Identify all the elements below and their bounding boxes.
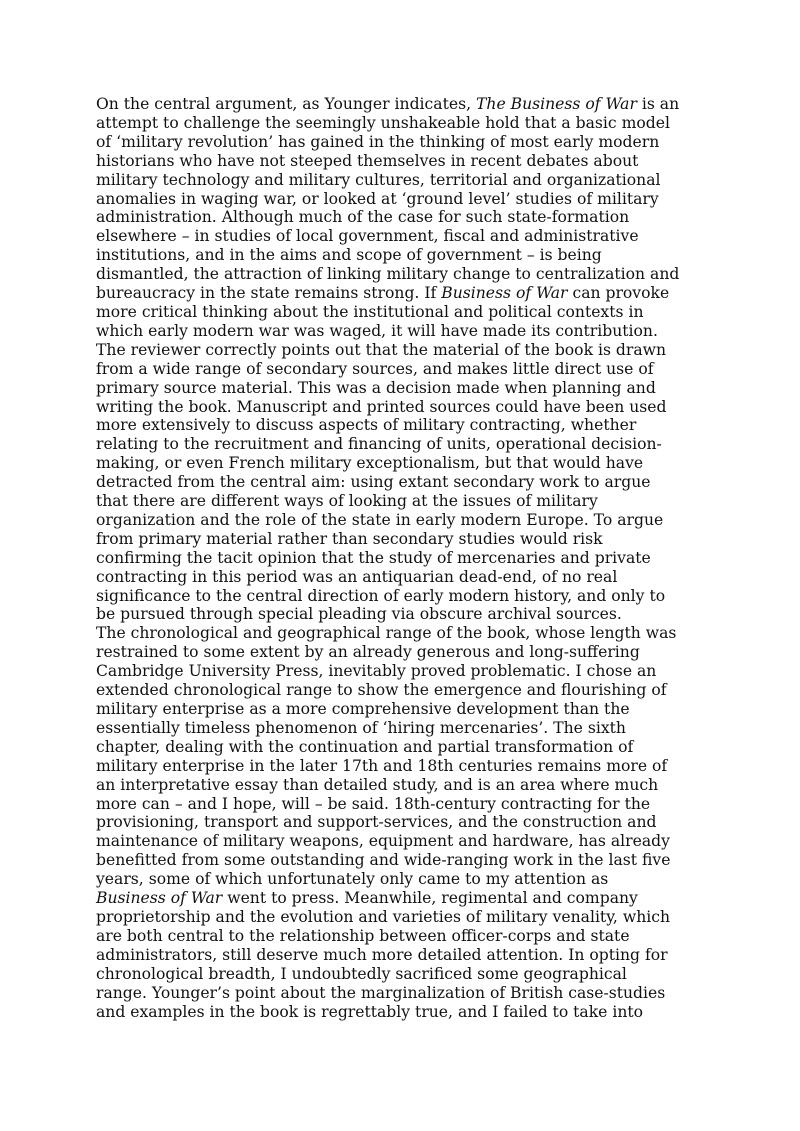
text-line-33: military enterprise as a more comprehensive development than the (96, 700, 630, 718)
text-line-28: be pursued through special pleading via obscure archival sources. (96, 605, 622, 624)
text-line-3: of ‘military revolution’ has gained in the thinking of most early modern (96, 132, 660, 151)
body-text (96, 95, 716, 1021)
text-line-17: writing the book. Manuscript and printed sources could have been used (96, 397, 667, 416)
text-line-29: The chronological and geographical range of the book, whose length was (96, 624, 677, 643)
text-line-19: relating to the recruitment and financing of units, operational decision- (96, 435, 662, 454)
text-line-15: from a wide range of secondary sources, and makes little direct use of (96, 359, 654, 378)
text-line-23: organization and the role of the state in early modern Europe. To argue (96, 510, 664, 529)
text-line-27: significance to the central direction of early modern history, and only to (96, 586, 666, 605)
text-line-39: provisioning, transport and support-services, and the construction and (96, 813, 657, 832)
text-line-35: chapter, dealing with the continuation and partial transformation of (96, 737, 634, 756)
text-line-4: historians who have not steeped themselves in recent debates about (96, 151, 639, 170)
text-line-14: The reviewer correctly points out that the material of the book is drawn (96, 340, 667, 359)
text-line-21: detracted from the central aim: using extant secondary work to argue (96, 473, 651, 492)
book-title: Business of War (441, 284, 568, 303)
text-line-38: more can – and I hope, will – be said. 18th-century contracting for the (96, 794, 651, 813)
text-line-11: bureaucracy in the state remains strong. If Business of War can provoke (96, 284, 670, 303)
text-line-9: institutions, and in the aims and scope of government – is being (96, 246, 602, 265)
text-line-49: and examples in the book is regrettably true, and I failed to take into (96, 1002, 644, 1021)
text-line-5: military technology and military cultures, territorial and organizational (96, 170, 661, 189)
text-line-10: dismantled, the attraction of linking military change to centralization and (96, 265, 680, 284)
text-line-34: essentially timeless phenomenon of ‘hiring mercenaries’. The sixth (96, 718, 626, 737)
text-line-16: primary source material. This was a decision made when planning and (96, 378, 656, 397)
text-line-24: from primary material rather than secondary studies would risk (96, 529, 603, 548)
text-line-13: which early modern war was waged, it will have made its contribution. (96, 321, 658, 340)
text-line-48: range. Younger’s point about the marginalization of British case-studies (96, 983, 666, 1002)
text-line-45: are both central to the relationship between officer-corps and state (96, 926, 630, 945)
text-line-46: administrators, still deserve much more detailed attention. In opting for (96, 945, 668, 964)
text-line-6: anomalies in waging war, or looked at ‘ground level’ studies of military (96, 189, 659, 208)
text-line-2: attempt to challenge the seemingly unshakeable hold that a basic model (96, 113, 670, 132)
text-line-25: confirming the tacit opinion that the study of mercenaries and private (96, 548, 651, 567)
book-title: The Business of War (476, 95, 637, 113)
text-line-26: contracting in this period was an antiquarian dead-end, of no real (96, 567, 618, 586)
text-line-47: chronological breadth, I undoubtedly sacrificed some geographical (96, 964, 627, 983)
text-line-22: that there are different ways of looking at the issues of military (96, 492, 598, 511)
text-line-7: administration. Although much of the case for such state-formation (96, 208, 630, 227)
text-line-8: elsewhere – in studies of local government, fiscal and administrative (96, 227, 639, 246)
text-line-44: proprietorship and the evolution and varieties of military venality, which (96, 907, 670, 926)
text-line-18: more extensively to discuss aspects of military contracting, whether (96, 416, 637, 435)
text-line-20: making, or even French military exceptionalism, but that would have (96, 454, 644, 473)
text-line-30: restrained to some extent by an already generous and long-suffering (96, 643, 640, 662)
text-line-32: extended chronological range to show the emergence and flourishing of (96, 681, 667, 700)
book-title: Business of War (96, 889, 223, 908)
text-line-31: Cambridge University Press, inevitably proved problematic. I chose an (96, 662, 657, 681)
text-line-41: benefitted from some outstanding and wide-ranging work in the last five (96, 851, 671, 870)
text-line-40: maintenance of military weapons, equipment and hardware, has already (96, 832, 670, 851)
text-line-43: Business of War went to press. Meanwhile, regimental and company (96, 889, 638, 908)
text-line-12: more critical thinking about the institutional and political contexts in (96, 302, 644, 321)
text-line-36: military enterprise in the later 17th and 18th centuries remains more of (96, 756, 668, 775)
text-line-42: years, some of which unfortunately only came to my attention as (96, 870, 609, 889)
text-line-1: On the central argument, as Younger indicates, The Business of War is an (96, 95, 680, 113)
text-line-37: an interpretative essay than detailed study, and is an area where much (96, 775, 659, 794)
